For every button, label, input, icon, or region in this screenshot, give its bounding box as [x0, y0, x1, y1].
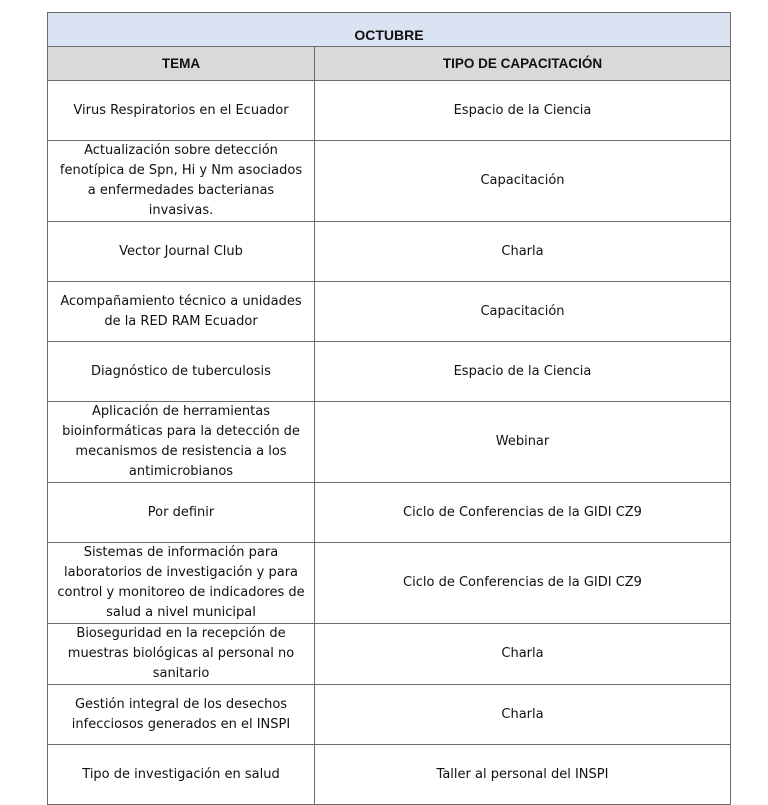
tipo-cell: Charla: [315, 222, 731, 282]
tema-cell: Diagnóstico de tuberculosis: [48, 342, 315, 402]
table-row: [48, 282, 731, 342]
table-title: OCTUBRE: [48, 13, 731, 47]
tema-cell: Bioseguridad en la recepción de muestras biológicas al personal no sanitario: [48, 624, 315, 685]
tema-cell: Actualización sobre detección fenotípica de Spn, Hi y Nm asociados a enfermedades bacterianas invasivas.: [48, 141, 315, 222]
tema-cell: Virus Respiratorios en el Ecuador: [48, 81, 315, 141]
tema-cell: Sistemas de información para laboratorios de investigación y para control y monitoreo de indicadores de salud a nivel municipal: [48, 543, 315, 624]
tipo-cell: Espacio de la Ciencia: [315, 342, 731, 402]
table-row: [48, 483, 731, 543]
table-row: [48, 745, 731, 805]
table-row: [48, 624, 731, 685]
table-row: [48, 81, 731, 141]
tipo-cell: Ciclo de Conferencias de la GIDI CZ9: [315, 483, 731, 543]
tipo-cell: Taller al personal del INSPI: [315, 745, 731, 805]
table-row: [48, 342, 731, 402]
tema-cell: Gestión integral de los desechos infecciosos generados en el INSPI: [48, 685, 315, 745]
tipo-cell: Ciclo de Conferencias de la GIDI CZ9: [315, 543, 731, 624]
tema-cell: Tipo de investigación en salud: [48, 745, 315, 805]
capacitaciones-table: [47, 12, 731, 805]
tema-cell: Vector Journal Club: [48, 222, 315, 282]
header-tema: TEMA: [48, 47, 315, 81]
tema-cell: Aplicación de herramientas bioinformáticas para la detección de mecanismos de resistencia a los antimicrobianos: [48, 402, 315, 483]
tipo-cell: Charla: [315, 685, 731, 745]
table-row: [48, 402, 731, 483]
tipo-cell: Capacitación: [315, 282, 731, 342]
tipo-cell: Charla: [315, 624, 731, 685]
table-row: [48, 543, 731, 624]
table-row: [48, 685, 731, 745]
table-row: [48, 141, 731, 222]
tema-cell: Acompañamiento técnico a unidades de la RED RAM Ecuador: [48, 282, 315, 342]
table-row: [48, 222, 731, 282]
tipo-cell: Capacitación: [315, 141, 731, 222]
header-tipo: TIPO DE CAPACITACIÓN: [315, 47, 731, 81]
tipo-cell: Espacio de la Ciencia: [315, 81, 731, 141]
tema-cell: Por definir: [48, 483, 315, 543]
tipo-cell: Webinar: [315, 402, 731, 483]
